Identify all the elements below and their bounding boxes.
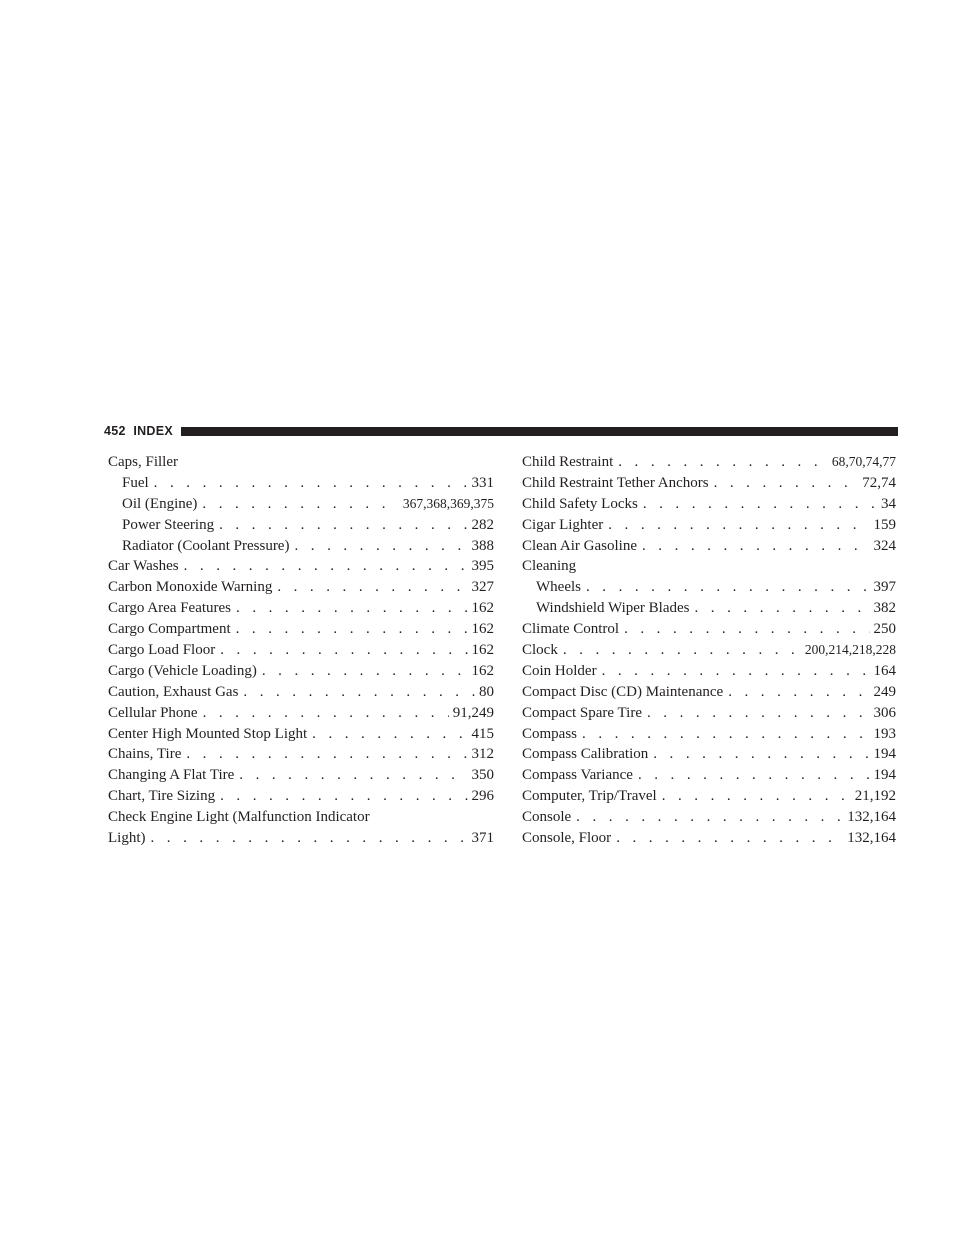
section-title: INDEX [133,424,174,438]
entry-label: Child Safety Locks [522,495,638,512]
dot-leader [220,786,467,807]
entry-page-reference: 162 [471,621,494,638]
page-header-text [104,424,173,438]
entry-label: Cellular Phone [108,704,198,721]
index-entry [522,661,896,682]
entry-label: Clean Air Gasoline [522,537,637,554]
index-entry [522,765,896,786]
index-entry [108,515,494,536]
entry-label: Caution, Exhaust Gas [108,683,239,700]
index-entry [108,494,494,515]
index-entry [522,556,896,577]
index-entry [108,598,494,619]
index-entry [522,828,896,849]
dot-leader [582,724,869,745]
entry-label: Computer, Trip/Travel [522,788,657,805]
entry-label: Cargo Compartment [108,621,231,638]
index-entry [522,682,896,703]
entry-page-reference: 91,249 [452,704,494,721]
entry-page-reference: 250 [873,621,896,638]
dot-leader [202,494,398,515]
dot-leader [220,640,467,661]
index-entry [522,515,896,536]
entry-label: Compact Spare Tire [522,704,642,721]
entry-label: Console, Floor [522,830,612,847]
entry-page-reference: 306 [873,704,896,721]
dot-leader [695,598,870,619]
index-entry [108,682,494,703]
dot-leader [608,515,869,536]
dot-leader [186,744,467,765]
entry-label: Cargo Area Features [108,600,232,617]
index-entry [108,661,494,682]
entry-page-reference: 324 [873,537,896,554]
index-entry [522,724,896,745]
dot-leader [653,744,869,765]
index-entry [108,640,494,661]
entry-label: Console [522,809,572,826]
dot-leader [277,577,467,598]
entry-page-reference: 132,164 [847,830,896,847]
entry-label: Cargo (Vehicle Loading) [108,662,257,679]
index-entry [522,807,896,828]
index-entry [108,473,494,494]
index-entry [108,765,494,786]
entry-page-reference: 164 [873,662,896,679]
index-entry [108,619,494,640]
entry-page-reference: 296 [471,788,494,805]
entry-page-reference: 162 [471,642,494,659]
dot-leader [576,807,843,828]
entry-page-reference: 194 [873,767,896,784]
entry-page-reference: 162 [471,662,494,679]
dot-leader [662,786,851,807]
entry-label: Car Washes [108,558,179,575]
dot-leader [616,828,843,849]
entry-label: Compact Disc (CD) Maintenance [522,683,724,700]
header-rule [181,427,898,436]
dot-leader [728,682,869,703]
entry-page-reference: 371 [471,830,494,847]
index-entry [522,494,896,515]
entry-label: Changing A Flat Tire [108,767,235,784]
dot-leader [618,452,828,473]
entry-page-reference: 282 [471,516,494,533]
entry-label: Power Steering [122,516,215,533]
entry-label: Cargo Load Floor [108,642,216,659]
index-entry [108,724,494,745]
entry-page-reference: 21,192 [854,788,896,805]
entry-label: Compass Calibration [522,746,649,763]
index-entry [522,536,896,557]
index-entry [108,828,494,849]
entry-page-reference: 367,368,369,375 [402,495,494,511]
dot-leader [714,473,859,494]
index-entry [522,619,896,640]
dot-leader [294,536,467,557]
index-entry [108,744,494,765]
index-entry [522,577,896,598]
dot-leader [624,619,869,640]
entry-label: Radiator (Coolant Pressure) [122,537,290,554]
entry-page-reference: 68,70,74,77 [831,454,896,469]
entry-page-reference: 350 [471,767,494,784]
index-entry [522,452,896,473]
entry-page-reference: 72,74 [862,474,896,491]
index-entry [108,703,494,724]
dot-leader [151,828,468,849]
entry-label: Windshield Wiper Blades [536,600,690,617]
entry-label: Coin Holder [522,662,597,679]
dot-leader [642,536,870,557]
entry-label: Check Engine Light (Malfunction Indicator [108,809,370,826]
index-entry [522,473,896,494]
dot-leader [236,598,467,619]
index-entry [108,452,494,473]
dot-leader [638,765,870,786]
entry-page-reference: 312 [471,746,494,763]
entry-page-reference: 415 [471,725,494,742]
dot-leader [219,515,467,536]
dot-leader [643,494,877,515]
entry-page-reference: 388 [471,537,494,554]
entry-label: Clock [522,642,558,659]
entry-label: Oil (Engine) [122,495,198,512]
dot-leader [602,661,870,682]
index-entry [108,577,494,598]
index-entry [522,598,896,619]
index-entry [522,744,896,765]
dot-leader [312,724,467,745]
dot-leader [203,703,449,724]
entry-page-reference: 395 [471,558,494,575]
dot-leader [184,556,468,577]
entry-page-reference: 80 [479,683,494,700]
entry-label: Child Restraint Tether Anchors [522,474,709,491]
entry-page-reference: 397 [873,579,896,596]
entry-label: Center High Mounted Stop Light [108,725,308,742]
entry-page-reference: 159 [873,516,896,533]
entry-page-reference: 162 [471,600,494,617]
entry-label: Cigar Lighter [522,516,604,533]
entry-page-reference: 132,164 [847,809,896,826]
entry-page-reference: 200,214,218,228 [804,642,896,658]
entry-page-reference: 249 [873,683,896,700]
dot-leader [243,682,475,703]
entry-page-reference: 194 [873,746,896,763]
index-entry [108,807,494,828]
entry-label: Chart, Tire Sizing [108,788,216,805]
index-entry [108,536,494,557]
entry-label: Compass [522,725,578,742]
entry-label: Child Restraint [522,454,614,470]
page-header [104,422,898,440]
index-entry [108,556,494,577]
entry-label: Wheels [536,579,581,596]
entry-label: Carbon Monoxide Warning [108,579,273,596]
index-entry [522,786,896,807]
entry-label: Climate Control [522,621,620,638]
entry-label: Cleaning [522,558,577,575]
entry-page-reference: 327 [471,579,494,596]
entry-label: Compass Variance [522,767,633,784]
entry-page-reference: 34 [881,495,896,512]
dot-leader [262,661,468,682]
entry-label: Fuel [122,474,149,491]
entry-page-reference: 193 [873,725,896,742]
index-column-right [522,452,896,849]
index-entry [522,640,896,661]
page-number: 452 [104,424,126,438]
dot-leader [647,703,870,724]
index-entry [108,786,494,807]
dot-leader [154,473,468,494]
dot-leader [239,765,467,786]
entry-label: Caps, Filler [108,454,178,470]
entry-label: Chains, Tire [108,746,182,763]
index-column-left [108,452,494,849]
index-entry [522,703,896,724]
entry-page-reference: 382 [873,600,896,617]
entry-label: Light) [108,830,146,847]
dot-leader [563,640,801,661]
entry-page-reference: 331 [471,474,494,491]
dot-leader [236,619,468,640]
dot-leader [586,577,870,598]
